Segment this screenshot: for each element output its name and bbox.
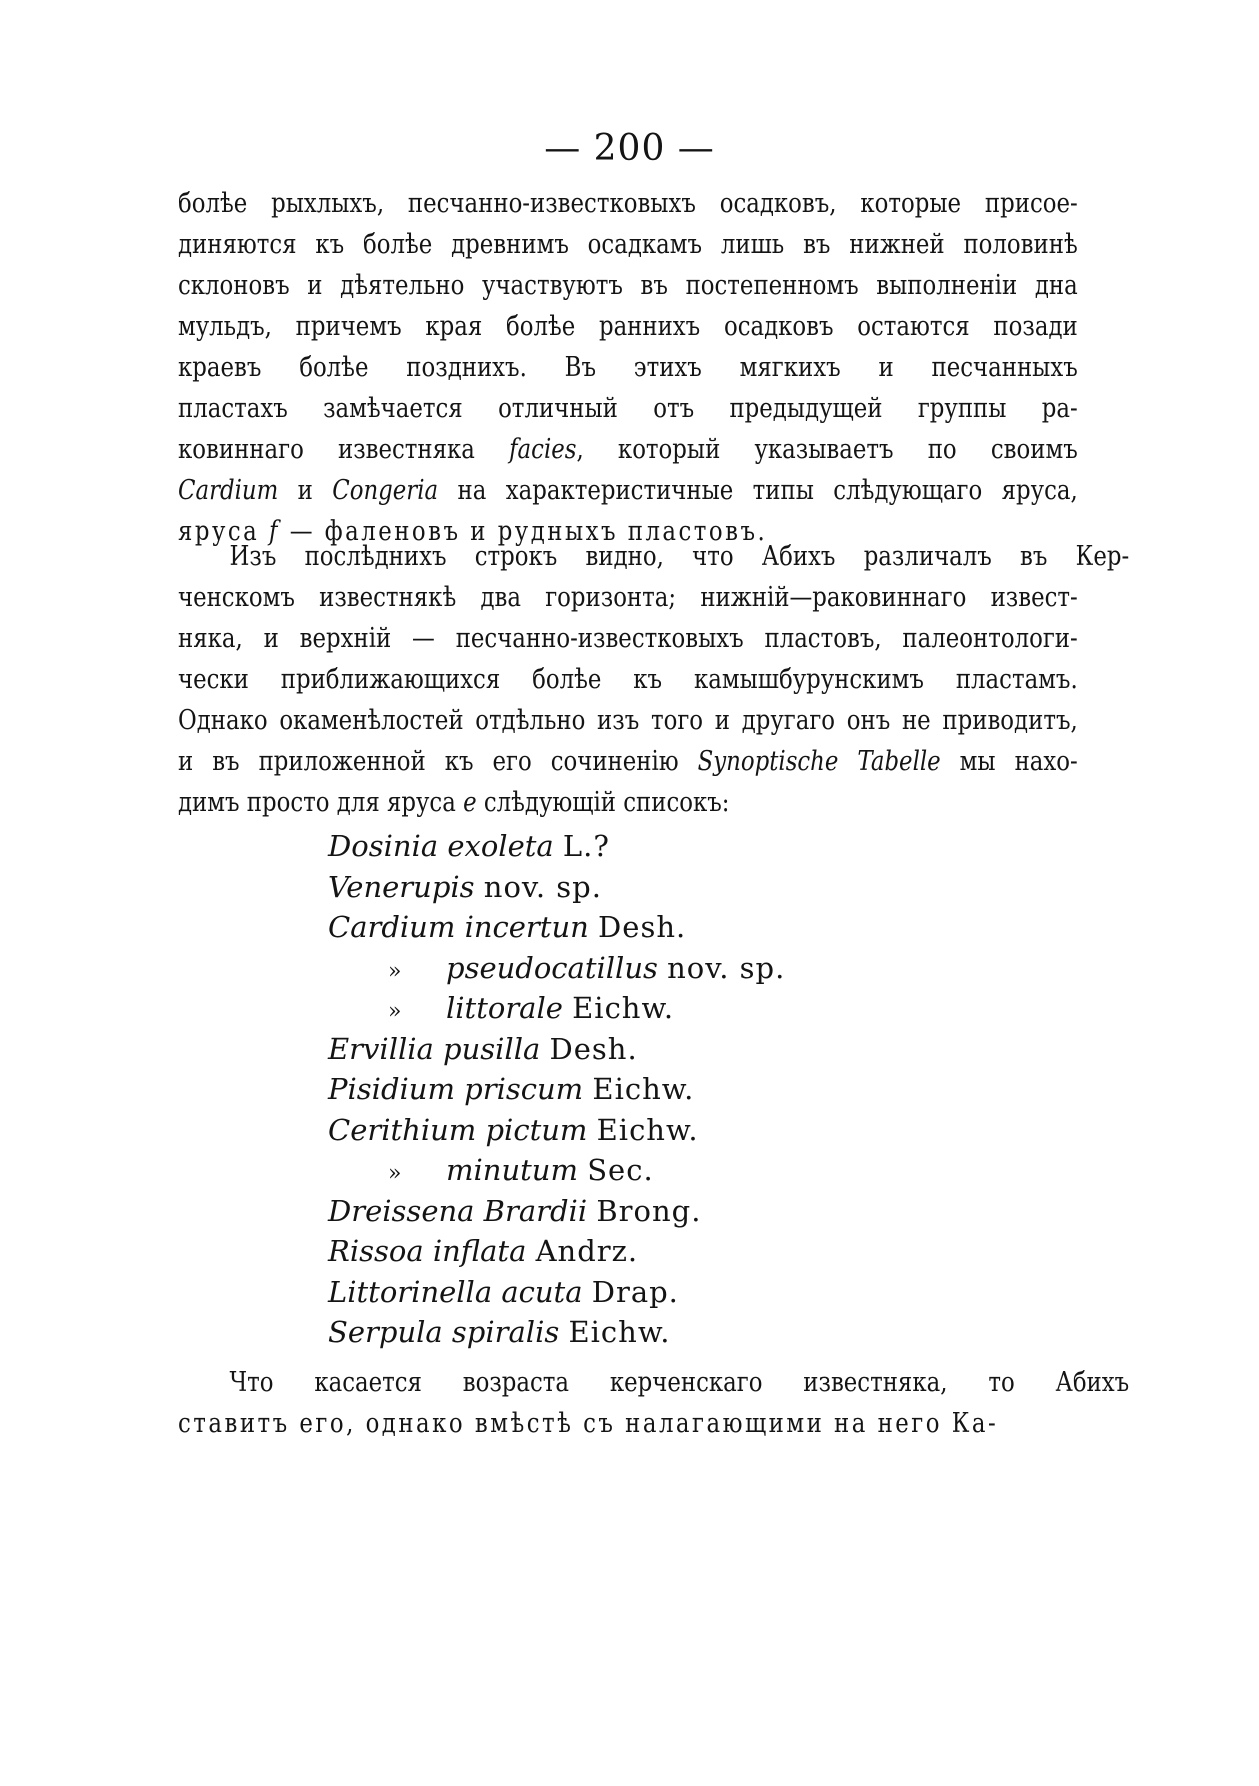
species-author: Eichw. [592,1072,695,1106]
text-line: краевъ болѣе позднихъ. Въ этихъ мягкихъ и песчанныхъ [178,351,1078,383]
species-name: Littorinella acuta [328,1274,583,1309]
species-list [328,826,928,1353]
species-item [328,1150,928,1191]
text-line: чески приближающихся болѣе къ камышбурунскимъ пластамъ. [178,663,1078,695]
text-run: , который указываетъ по своимъ [576,433,1078,465]
species-author: nov. sp. [667,950,786,985]
text-line: мульдъ, причемъ края болѣе раннихъ осадковъ остаются позади [178,310,1078,342]
text-run: на характеристичные типы слѣдующаго яруса, [438,474,1078,506]
species-name: Serpula spiralis [328,1315,560,1349]
text-line: няка, и верхній — песчанно-известковыхъ пластовъ, палеонтологи- [178,622,1078,654]
species-item [328,1029,928,1070]
text-line: Что касается возраста керченскаго известняка, то Абихъ [229,1366,1130,1398]
text-run: — фаленовъ и рудныхъ пластовъ. [279,515,768,547]
species-item [328,1272,928,1313]
text-line: склоновъ и дѣятельно участвуютъ въ постепенномъ выполненіи дна [178,269,1078,301]
italic-term: f [269,515,280,547]
species-name: Dreissena Brardii [328,1193,588,1228]
italic-term: Cardium [178,474,279,506]
species-name: Ervillia pusilla [328,1031,541,1066]
species-item [328,1110,928,1151]
species-name: Cardium incertun [328,910,589,944]
text-line: диняются къ болѣе древнимъ осадкамъ лишь въ нижней половинѣ [178,228,1078,260]
species-item [328,1191,928,1232]
italic-term: Congeria [332,474,439,506]
species-item [328,1069,928,1110]
ditto-mark: » [388,958,402,984]
ditto-mark: » [388,1161,402,1186]
species-author: Desh. [598,910,687,944]
species-item [328,907,928,948]
text-run: мы нахо- [940,745,1078,777]
text-run: и [278,474,333,506]
text-run: ковиннаго известняка [178,433,510,465]
text-run: и въ приложенной къ его сочиненію [178,745,698,777]
species-author: Sec. [587,1153,654,1187]
text-line [178,782,925,823]
species-item [328,826,928,867]
species-item [328,988,928,1029]
italic-term: e [463,786,477,818]
text-line: ченскомъ известнякѣ два горизонта; нижній—раковиннаго извест- [178,581,1078,613]
text-line: ставитъ его, однако вмѣстѣ съ налагающими на него Ка- [178,1407,999,1439]
italic-term: Synoptische Tabelle [697,745,941,777]
text-run: димъ просто для яруса [178,786,464,818]
species-item [328,1231,928,1272]
ditto-mark: » [388,999,402,1024]
species-item [328,948,928,989]
species-name: Dosinia exoleta [328,829,554,863]
paragraph-2 [178,536,1130,823]
italic-term: facies [509,433,577,465]
species-name: Pisidium priscum [328,1072,584,1106]
paragraph-3 [178,1362,1130,1444]
text-line: пластахъ замѣчается отличный отъ предыдущей группы ра- [178,392,1078,424]
species-name: Cerithium pictum [328,1112,588,1147]
text-run: яруса [178,515,270,547]
text-line [178,470,1078,511]
species-name: Rissoa inflata [328,1234,527,1268]
species-author: nov. sp. [483,869,602,904]
species-author: Andrz. [535,1234,639,1268]
species-author: Eichw. [596,1112,699,1147]
text-line: Однако окаменѣлостей отдѣльно изъ того и другаго онъ не приводитъ, [178,704,1078,736]
text-line: болѣе рыхлыхъ, песчанно-известковыхъ осадковъ, которые присое- [178,187,1078,219]
species-author: Desh. [549,1031,638,1066]
species-name: minutum [446,1153,578,1187]
text-run: слѣдующій списокъ: [476,786,730,818]
species-author: L.? [562,829,610,863]
text-line [178,429,1078,470]
species-name: Venerupis [328,869,475,904]
species-author: Eichw. [568,1315,671,1349]
species-name: littorale [446,991,563,1025]
species-item [328,1312,928,1353]
species-author: Eichw. [572,991,675,1025]
text-line [178,741,1078,782]
paragraph-1 [178,183,1078,552]
species-author: Brong. [596,1193,702,1228]
species-author: Drap. [591,1274,679,1309]
species-item [328,867,928,908]
text-line: Изъ послѣднихъ строкъ видно, что Абихъ различалъ въ Кер- [229,540,1130,572]
species-name: pseudocatillus [446,950,658,985]
page-number: — 200 — [544,128,715,169]
